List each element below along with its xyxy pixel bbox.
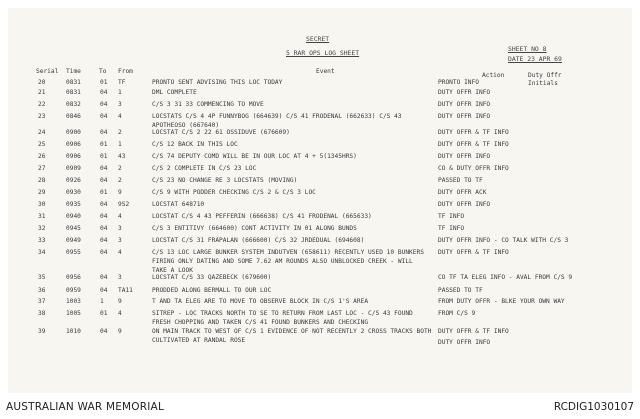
entry-serial: 28 [38,177,46,184]
entry-time: 0906 [66,153,81,160]
entry-action-line: FROM C/S 9 [438,310,476,317]
entry-serial: 36 [38,287,46,294]
entry-event-line: C/S 3 ENTITIVY (664600) CONT ACTIVITY IN 01 ALONG BUNDS [152,225,357,232]
entry-event-line: LOCSTAT C/S 31 FRAPALAN (666600) C/S 32 JRDEDUAL (694608) [152,237,365,244]
column-header-from: From [118,68,133,75]
entry-from: TF [118,79,126,86]
entry-action-line: DUTY OFFR & TF INFO [438,328,509,335]
entry-serial: 31 [38,213,46,220]
entry-serial: 33 [38,237,46,244]
entry-from: 9 [118,189,122,196]
column-header-event: Event [316,68,335,75]
entry-serial: 29 [38,189,46,196]
entry-from: 9 [118,298,122,305]
entry-action-line: PASSED TO TF [438,287,483,294]
entry-from: 9S2 [118,201,130,208]
entry-event-line: ON MAIN TRACK TO WEST OF C/S 1 EVIDENCE OF NOT RECENTLY 2 CROSS TRACKS BOTH [152,328,432,335]
entry-from: 3 [118,225,122,232]
entry-action-line: DUTY OFFR INFO [438,201,491,208]
entry-action-line: DUTY OFFR INFO [438,101,491,108]
entry-time: 0900 [66,129,81,136]
entry-action-line: DUTY OFFR & TF INFO [438,141,509,148]
entry-event-line: LOCSTATS C/S 4 4P FUNNYBOG (664639) C/S 41 FRODENAL (662633) C/S 43 [152,113,402,120]
entry-from: 4 [118,113,122,120]
entry-time: 0955 [66,249,81,256]
entry-from: 3 [118,274,122,281]
entry-action-line: DUTY OFFR INFO [438,89,491,96]
entry-event-line: FIRING ONLY DATING AND SOME 7.62 AM ROUNDS ALSO UNBLOCKED CREEK - WILL [152,258,413,265]
entry-action-line: DUTY OFFR INFO [438,153,491,160]
entry-event-line: LOCSTAT 648710 [152,201,205,208]
entry-serial: 38 [38,310,46,317]
entry-to: 01 [100,141,108,148]
entry-event-line: C/S 12 BACK IN THIS LOC [152,141,238,148]
entry-action-line: PRONTO INFO [438,79,479,86]
entry-event-line: SITREP - LOC TRACKS NORTH TO SE TO RETURN FROM LAST LOC - C/S 43 FOUND [152,310,413,317]
entry-event-line: C/S 23 NO CHANGE RE 3 LOCSTATS (MOVING) [152,177,298,184]
entry-serial: 23 [38,113,46,120]
entry-time: 0959 [66,287,81,294]
entry-serial: 22 [38,101,46,108]
entry-action-line: CO TF TA ELEG INFO - AVAL FROM C/S 9 [438,274,573,281]
entry-to: 04 [100,237,108,244]
entry-from: 2 [118,177,122,184]
entry-time: 0940 [66,213,81,220]
entry-event-line: C/S 2 COMPLETE IN C/S 23 LOC [152,165,257,172]
entry-from: 4 [118,249,122,256]
entry-serial: 20 [38,79,46,86]
entry-event-line: FRESH CHOPPING AND TAKEN C/S 41 FOUND BUNKERS AND CHECKING [152,319,369,326]
entry-event-line: TAKE A LOOK [152,267,193,274]
entry-event-line: LOCSTAT C/S 2 22 61 OSSIDUVE (676609) [152,129,290,136]
entry-event-line: CULTIVATED AT RANDAL ROSE [152,337,246,344]
entry-to: 04 [100,101,108,108]
entry-to: 04 [100,249,108,256]
entry-serial: 39 [38,328,46,335]
entry-action-line: DUTY OFFR ACK [438,189,487,196]
entry-serial: 21 [38,89,46,96]
entry-event-line: C/S 13 LOC LARGE BUNKER SYSTEM INDUTVEN (658611) RECENTLY USED 10 BUNKERS [152,249,424,256]
entry-event-line: PRODDED ALONG BERMALL TO OUR LOC [152,287,272,294]
sheet-date: DATE 23 APR 69 [508,55,562,63]
sheet-title: 5 RAR OPS LOG SHEET [286,49,360,57]
entry-to: 04 [100,113,108,120]
entry-action-line: DUTY OFFR INFO [438,339,491,346]
entry-to: 04 [100,129,108,136]
entry-time: 0945 [66,225,81,232]
entry-time: 0831 [66,79,81,86]
entry-to: 01 [100,189,108,196]
entry-event-line: APOTHEOSO (667640) [152,122,220,129]
entry-to: 04 [100,201,108,208]
entry-time: 0831 [66,89,81,96]
entry-to: 01 [100,153,108,160]
column-header-time: Time [66,68,81,75]
entry-to: 04 [100,225,108,232]
entry-event-line: C/S 74 DEPUTY COMD WILL BE IN OUR LOC AT 4 + 5(1345HRS) [152,153,357,160]
entry-action-line: DUTY OFFR & TF INFO [438,129,509,136]
classification-heading: SECRET [306,35,330,43]
entry-from: 2 [118,129,122,136]
entry-to: 04 [100,177,108,184]
column-header-initials: Initials [528,80,558,87]
entry-from: 3 [118,237,122,244]
column-header-serial: Serial [36,68,59,75]
entry-serial: 24 [38,129,46,136]
entry-to: 04 [100,274,108,281]
entry-to: 01 [100,310,108,317]
entry-from: 4 [118,310,122,317]
entry-action-line: DUTY OFFR INFO - CO TALK WITH C/S 3 [438,237,569,244]
entry-action-line: CO & DUTY OFFR INFO [438,165,509,172]
entry-serial: 32 [38,225,46,232]
entry-time: 0909 [66,165,81,172]
entry-time: 0906 [66,141,81,148]
entry-action-line: TF INFO [438,213,465,220]
entry-to: 1 [100,298,104,305]
entry-action-line: FROM DUTY OFFR - BLKE YOUR OWN WAY [438,298,565,305]
entry-time: 1005 [66,310,81,317]
entry-time: 1003 [66,298,81,305]
log-sheet [8,8,632,393]
entry-time: 0930 [66,189,81,196]
archive-reference: RCDIG1030107 [553,401,634,413]
entry-serial: 30 [38,201,46,208]
sheet-number: SHEET NO 8 [508,45,547,53]
entry-to: 04 [100,213,108,220]
entry-serial: 27 [38,165,46,172]
entry-time: 0926 [66,177,81,184]
entry-action-line: TF INFO [438,225,465,232]
column-header-to: To [99,68,107,75]
archive-name: AUSTRALIAN WAR MEMORIAL [6,401,164,413]
entry-time: 1010 [66,328,81,335]
entry-action-line: DUTY OFFR INFO [438,113,491,120]
entry-serial: 25 [38,141,46,148]
entry-to: 04 [100,89,108,96]
column-header-action: Action [482,72,505,79]
archive-footer [0,395,640,419]
column-header-duty-offr: Duty Offr [528,72,562,79]
entry-from: 3 [118,101,122,108]
entry-action-line: PASSED TO TF [438,177,483,184]
entry-event-line: T AND TA ELEG ARE TO MOVE TO OBSERVE BLOCK IN C/S 1'S AREA [152,298,369,305]
entry-to: 04 [100,328,108,335]
entry-time: 0832 [66,101,81,108]
entry-event-line: PRONTO SENT ADVISING THIS LOC TODAY [152,79,283,86]
entry-from: 1 [118,89,122,96]
entry-time: 0935 [66,201,81,208]
entry-to: 04 [100,165,108,172]
entry-serial: 26 [38,153,46,160]
entry-to: 04 [100,287,108,294]
entry-action-line: DUTY OFFR & TF INFO [438,249,509,256]
entry-event-line: LOCSTAT C/S 4 43 PEFFERIN (666638) C/S 41 FRODENAL (665633) [152,213,372,220]
entry-from: 43 [118,153,126,160]
entry-to: 01 [100,79,108,86]
entry-from: TA11 [118,287,133,294]
entry-from: 9 [118,328,122,335]
entry-event-line: C/S 9 WITH PODDER CHECKING C/S 2 & C/S 3 LOC [152,189,316,196]
entry-serial: 35 [38,274,46,281]
entry-event-line: LOCSTAT C/S 33 QAZEBECK (679600) [152,274,272,281]
entry-event-line: C/S 3 31 33 COMMENCING TO MOVE [152,101,264,108]
entry-time: 0846 [66,113,81,120]
entry-from: 1 [118,141,122,148]
entry-from: 2 [118,165,122,172]
entry-from: 4 [118,213,122,220]
entry-serial: 34 [38,249,46,256]
entry-time: 0949 [66,237,81,244]
entry-event-line: DML COMPLETE [152,89,197,96]
entry-serial: 37 [38,298,46,305]
entry-time: 0956 [66,274,81,281]
